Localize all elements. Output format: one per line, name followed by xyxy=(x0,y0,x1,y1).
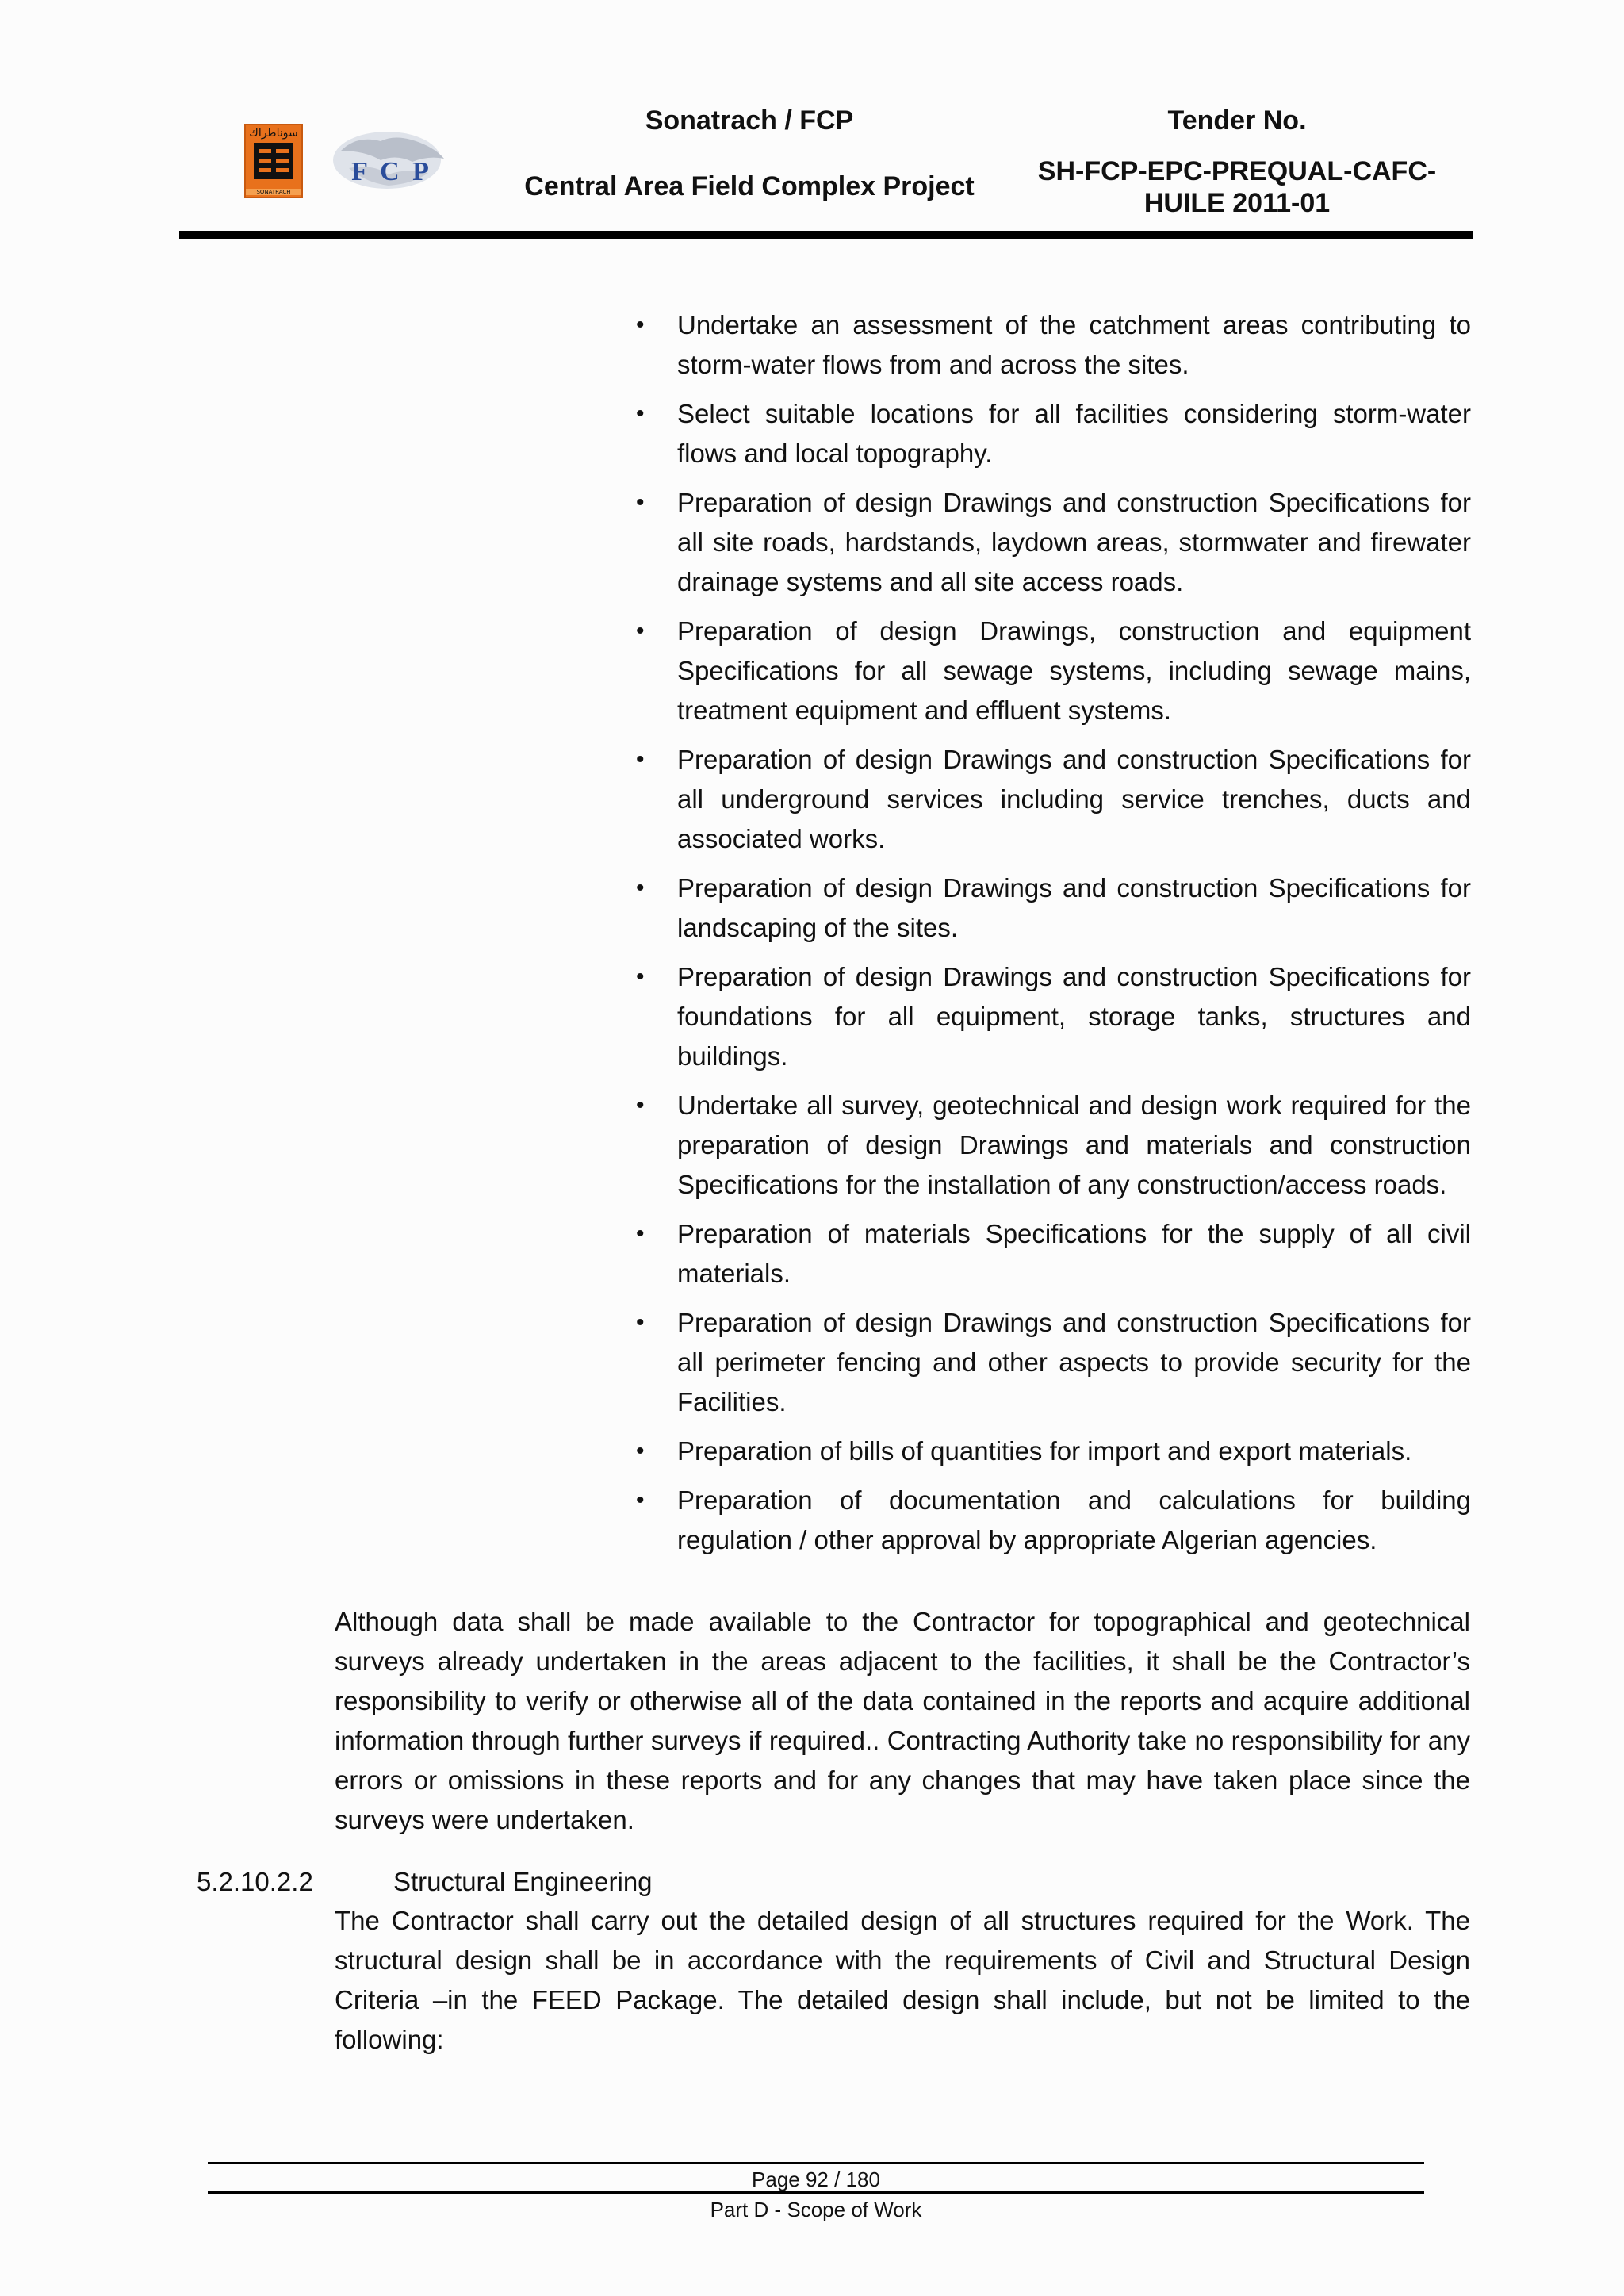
bullet-icon: • xyxy=(636,1487,645,1513)
list-item xyxy=(634,1432,1471,1471)
section-title: Structural Engineering xyxy=(393,1867,653,1896)
data-availability-paragraph: Although data shall be made available to the Contractor for topographical and geotechnical surveys already undertaken in the areas adjacent to the facilities, it shall be the Contractor’s responsibility to verify or otherwise all of the data contained in the reports and acquire additional information through further surveys if required.. Contracting Authority take no responsibility for any errors or omissions in these reports and for any changes that may have taken place since the surveys were undertaken. xyxy=(335,1607,1470,1834)
bullet-icon: • xyxy=(636,1438,645,1464)
footer-rule-top xyxy=(208,2162,1424,2164)
bullet-icon: • xyxy=(636,1309,645,1336)
bullet-icon: • xyxy=(636,875,645,901)
list-item xyxy=(634,1481,1471,1560)
list-item-text: Preparation of design Drawings, construction and equipment Specifications for all sewage systems, including sewage mains, treatment equipment and effluent systems. xyxy=(677,616,1471,725)
list-item-text: Select suitable locations for all facilities considering storm-water flows and local topography. xyxy=(677,399,1471,468)
section-body: The Contractor shall carry out the detailed design of all structures required for the Work. The structural design shall be in accordance with the requirements of Civil and Structural Design Criteria –in the FEED Package. The detailed design shall include, but not be limited to the following: xyxy=(335,1906,1470,2054)
bullet-icon: • xyxy=(636,312,645,338)
footer-part: Part D - Scope of Work xyxy=(710,2198,922,2221)
header-tender-number-line1: SH-FCP-EPC-PREQUAL-CAFC- xyxy=(1037,156,1437,186)
list-item-text: Preparation of documentation and calculations for building regulation / other approval by appropriate Algerian agencies. xyxy=(677,1485,1471,1554)
header-project: Central Area Field Complex Project xyxy=(524,171,975,201)
list-item xyxy=(634,305,1471,385)
bullet-icon: • xyxy=(636,401,645,427)
list-item-text: Preparation of design Drawings and construction Specifications for all site roads, hardstands, laydown areas, stormwater and firewater drainage systems and all site access roads. xyxy=(677,488,1471,596)
list-item xyxy=(634,1214,1471,1294)
list-item xyxy=(634,483,1471,602)
list-item-text: Preparation of bills of quantities for import and export materials. xyxy=(677,1436,1412,1466)
list-item-text: Preparation of design Drawings and construction Specifications for foundations for all equipment, storage tanks, structures and buildings. xyxy=(677,962,1471,1071)
list-item xyxy=(634,394,1471,473)
list-item xyxy=(634,611,1471,730)
header-tender-label: Tender No. xyxy=(1167,105,1307,136)
footer-page-number: Page 92 / 180 xyxy=(752,2168,880,2191)
bullet-icon: • xyxy=(636,1092,645,1118)
bullet-icon: • xyxy=(636,746,645,772)
sonatrach-logo-arabic: سوناطراك xyxy=(249,127,298,140)
list-item-text: Preparation of materials Specifications for the supply of all civil materials. xyxy=(677,1219,1471,1288)
bullet-icon: • xyxy=(636,964,645,990)
sonatrach-logo xyxy=(244,124,303,198)
list-item-text: Preparation of design Drawings and construction Specifications for all underground services including service trenches, ducts and associated works. xyxy=(677,745,1471,853)
bullet-icon: • xyxy=(636,1221,645,1247)
header-tender-number-line2: HUILE 2011-01 xyxy=(1143,188,1331,218)
section-number: 5.2.10.2.2 xyxy=(197,1867,313,1896)
list-item xyxy=(634,957,1471,1076)
list-item-text: Preparation of design Drawings and construction Specifications for landscaping of the sites. xyxy=(677,873,1471,942)
fcp-logo xyxy=(325,127,452,198)
sonatrach-mark-icon xyxy=(254,143,293,179)
fcp-logo-text: F C P xyxy=(351,157,432,186)
sonatrach-logo-name: SONATRACH xyxy=(246,189,301,195)
bullet-icon: • xyxy=(636,618,645,644)
bullet-list xyxy=(634,305,1471,1570)
header-company: Sonatrach / FCP xyxy=(645,105,854,136)
list-item xyxy=(634,1303,1471,1422)
list-item-text: Undertake all survey, geotechnical and design work required for the preparation of design Drawings and materials and construction Specifications for the installation of any construction/access roads. xyxy=(677,1091,1471,1199)
footer-rule-bottom xyxy=(208,2191,1424,2194)
list-item-text: Preparation of design Drawings and construction Specifications for all perimeter fencing and other aspects to provide security for the Facilities. xyxy=(677,1308,1471,1416)
header-rule xyxy=(179,231,1473,239)
list-item xyxy=(634,1086,1471,1205)
list-item xyxy=(634,740,1471,859)
bullet-icon: • xyxy=(636,489,645,516)
list-item-text: Undertake an assessment of the catchment areas contributing to storm-water flows from and across the sites. xyxy=(677,310,1471,379)
list-item xyxy=(634,868,1471,948)
